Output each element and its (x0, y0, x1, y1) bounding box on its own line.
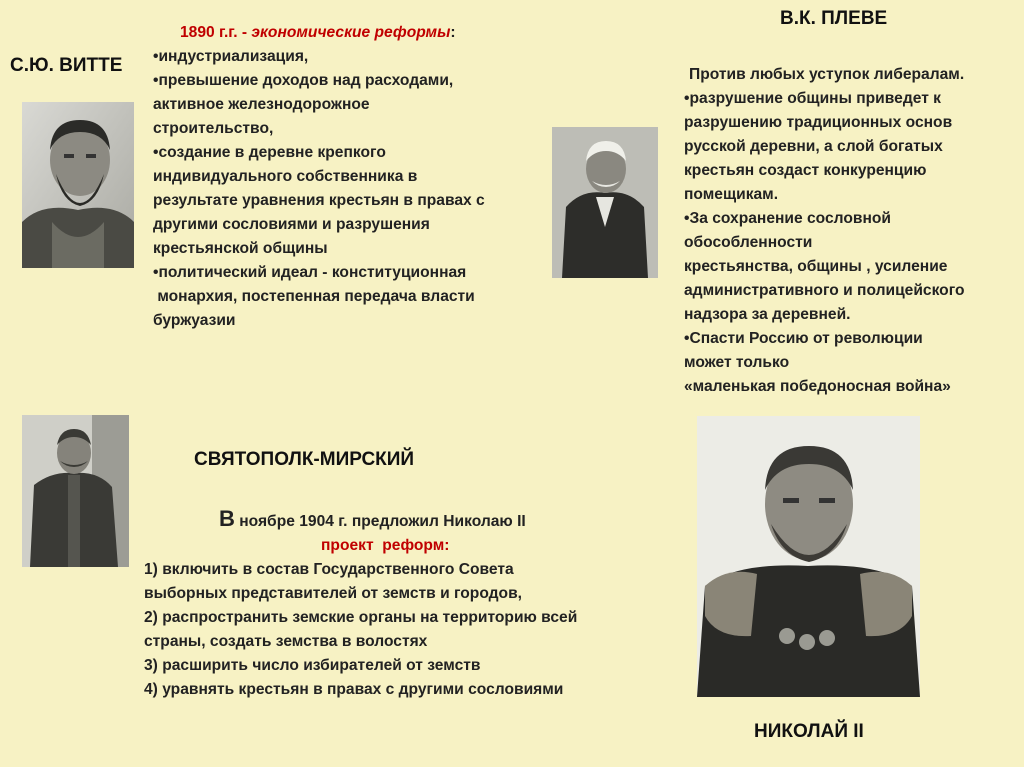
list-item: •разрушение общины приведет к (684, 90, 941, 107)
list-item: •Спасти Россию от революции (684, 330, 923, 347)
list-item: строительство, (153, 120, 274, 137)
list-item: активное железнодорожное (153, 96, 370, 113)
witte-header (180, 21, 530, 45)
pleve-heading: Против любых уступок либералам. (689, 66, 965, 83)
mirsky-intro (219, 507, 526, 534)
list-item: крестьянства, общины , усиление (684, 258, 948, 275)
mirsky-name: СВЯТОПОЛК-МИРСКИЙ (194, 449, 415, 470)
witte-reforms-list (153, 45, 533, 333)
list-item: разрушению традиционных основ (684, 114, 953, 131)
list-item: другими сословиями и разрушения (153, 216, 430, 233)
list-item: надзора за деревней. (684, 306, 851, 323)
list-item: административного и полицейского (684, 282, 965, 299)
witte-dash: - (237, 24, 252, 41)
list-item: •политический идеал - конституционная (153, 264, 467, 281)
pleve-name: В.К. ПЛЕВЕ (780, 8, 888, 29)
list-item: •создание в деревне крепкого (153, 144, 386, 161)
list-item: индивидуального собственника в (153, 168, 418, 185)
list-item: «маленькая победоносная война» (684, 378, 951, 395)
list-item: крестьянской общины (153, 240, 328, 257)
list-item: буржуазии (153, 312, 236, 329)
list-item: 1) включить в состав Государственного Совета (144, 561, 514, 578)
list-item: русской деревни, а слой богатых (684, 138, 943, 155)
mirsky-project-title: проект реформ: (321, 537, 450, 554)
list-item: 3) расширить число избирателей от земств (144, 657, 481, 674)
mirsky-intro-text: ноябре 1904 г. предложил Николаю II (234, 513, 526, 530)
mirsky-portrait (22, 415, 129, 567)
list-item: крестьян создаст конкуренцию (684, 162, 927, 179)
pleve-portrait (552, 127, 658, 278)
pleve-positions-list (684, 87, 1014, 399)
witte-portrait (22, 102, 134, 268)
nicholas-portrait (697, 416, 920, 697)
list-item: выборных представителей от земств и городов, (144, 585, 522, 602)
list-item: •превышение доходов над расходами, (153, 72, 454, 89)
list-item: результате уравнения крестьян в правах с (153, 192, 485, 209)
list-item: страны, создать земства в волостях (144, 633, 428, 650)
mirsky-reform-list (144, 558, 644, 702)
witte-heading: экономические реформы (251, 24, 451, 41)
nicholas-name: НИКОЛАЙ II (754, 721, 864, 742)
list-item: обособленности (684, 234, 813, 251)
list-item: помещикам. (684, 186, 779, 203)
list-item: •индустриализация, (153, 48, 309, 65)
mirsky-intro-initial: В (219, 506, 235, 531)
witte-colon: : (450, 24, 456, 41)
list-item: •За сохранение сословной (684, 210, 892, 227)
list-item: монархия, постепенная передача власти (153, 288, 475, 305)
list-item: 4) уравнять крестьян в правах с другими сословиями (144, 681, 564, 698)
witte-name: С.Ю. ВИТТЕ (10, 55, 123, 76)
list-item: может только (684, 354, 790, 371)
list-item: 2) распространить земские органы на территорию всей (144, 609, 578, 626)
witte-year: 1890 г.г. (180, 24, 238, 41)
